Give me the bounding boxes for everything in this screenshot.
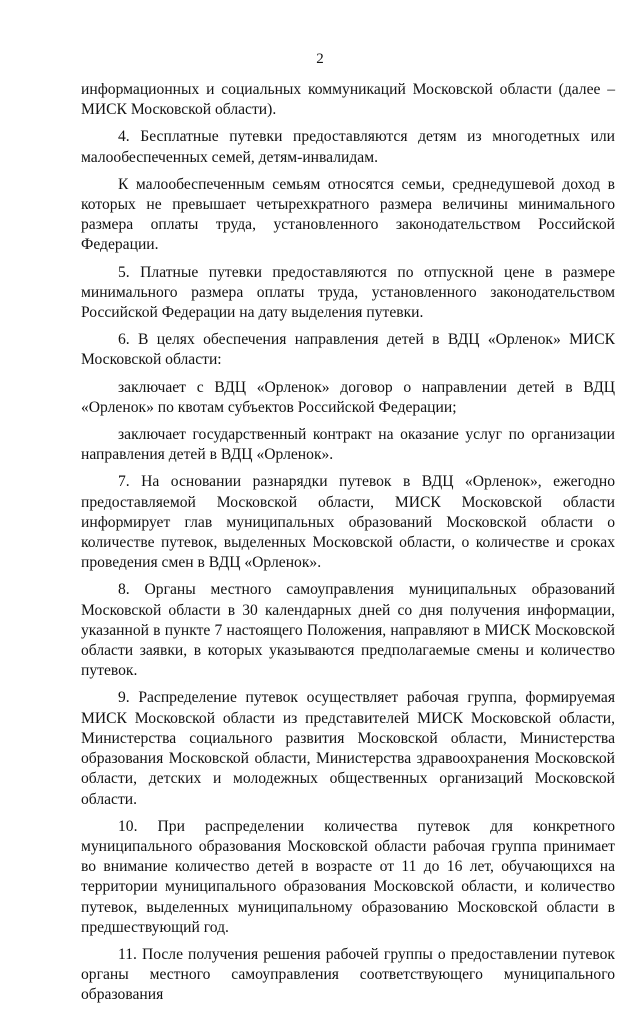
page-number: 2 — [316, 51, 324, 67]
paragraph-4-low-income: К малообеспеченным семьям относятся семьи, среднедушевой доход в которых не превышает четырехкратного размера величины минимального размера оплаты труда, установленного законодательством Российской Федерации. — [81, 175, 615, 254]
paragraph-4: 4. Бесплатные путевки предоставляются детям из многодетных или малообеспеченных семей, детям-инвалидам. — [81, 128, 615, 166]
document-body — [81, 80, 615, 1013]
paragraph-10: 10. При распределении количества путевок для конкретного муниципального образования Московской области рабочая группа принимает во внимание количество детей в возрасте от 11 до 16 лет, обучающихся на территории муниципального образования Московской области, и количество путевок, выделенных муниципальному образованию Московской области в предшествующий год. — [81, 817, 615, 936]
paragraph-9: 9. Распределение путевок осуществляет рабочая группа, формируемая МИСК Московской области из представителей МИСК Московской области, Министерства социального развития Московской области, Министерства образования Московской области, Министерства здравоохранения Московской области, детских и молодежных общественных организаций Московской области. — [81, 689, 615, 808]
paragraph-11: 11. После получения решения рабочей группы о предоставлении путевок органы местного самоуправления соответствующего муниципального образования — [81, 945, 615, 1004]
paragraph-6-contract: заключает с ВДЦ «Орленок» договор о направлении детей в ВДЦ «Орленок» по квотам субъектов Российской Федерации; — [81, 378, 615, 416]
paragraph-5: 5. Платные путевки предоставляются по отпускной цене в размере минимального размера оплаты труда, установленного законодательством Российской Федерации на дату выделения путевки. — [81, 263, 615, 322]
paragraph-8: 8. Органы местного самоуправления муниципальных образований Московской области в 30 календарных дней со дня получения информации, указанной в пункте 7 настоящего Положения, направляют в МИСК Московской области заявки, в которых указываются предполагаемые смены и количество путевок. — [81, 581, 615, 680]
paragraph-7: 7. На основании разнарядки путевок в ВДЦ «Орленок», ежегодно предоставляемой Московской области, МИСК Московской области информирует глав муниципальных образований Московской области о количестве путевок, выделенных Московской области, о количестве и сроках проведения смен в ВДЦ «Орленок». — [81, 473, 615, 572]
paragraph-6-state-contract: заключает государственный контракт на оказание услуг по организации направления детей в ВДЦ «Орленок». — [81, 426, 615, 464]
paragraph-6: 6. В целях обеспечения направления детей в ВДЦ «Орленок» МИСК Московской области: — [81, 331, 615, 369]
paragraph-continuation: информационных и социальных коммуникаций Московской области (далее – МИСК Московской области). — [81, 81, 615, 119]
